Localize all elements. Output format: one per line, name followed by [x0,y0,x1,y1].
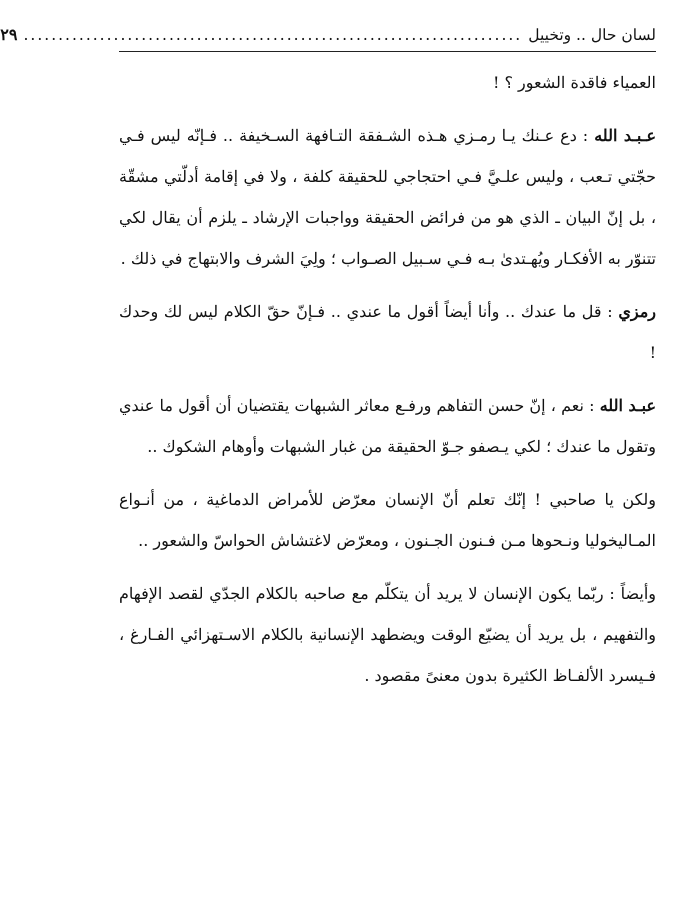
speaker-name: عبـد الله [599,396,657,415]
dialogue-paragraph [119,291,656,373]
paragraph [119,573,656,696]
paragraph [119,479,656,561]
paragraph-text: : قل ما عندك .. وأنا أيضاً أقول ما عندي .. فـإنّ حقّ الكلام ليس لك وحدك ! [119,302,656,362]
paragraph-text: : دع عـنك يـا رمـزي هـذه الشـفقة التـافهة السـخيفة .. فـإنّه ليس فـي حجّتي تـعب ، وليس علـيَّ فـي احتجاجي للحقيقة كلفة ، ولا في إقامة أدلّتي مشقّة ، بل إنّ البيان ـ الذي هو من فرائض الحقيقة وواجبات الإرشاد ـ يلزم أن يقال لكي تتنوّر به الأفكـار ويُهـتدىٰ بـه فـي سـبيل الصـواب ؛ ولِيَ الشرف والابتهاج في ذلك . [119,126,656,268]
header-rule [119,51,656,52]
paragraph-text: ولكن يا صاحبي ! إنّك تعلم أنّ الإنسان معرّض للأمراض الدماغية ، من أنـواع المـاليخوليا ونـحوها مـن فـنون الجـنون ، ومعرّض لاغتشاش الحواسّ والشعور .. [119,490,656,550]
paragraph-text: العمياء فاقدة الشعور ؟ ! [492,73,656,92]
speaker-name: عـبـد الله [594,126,656,145]
running-header [0,24,656,48]
paragraph-text: وأيضاً : ربّما يكون الإنسان لا يريد أن يتكلّم مع صاحبه بالكلام الجدّي لقصد الإفهام والتفهيم ، بل يريد أن يضيّع الوقت ويضطهد الإنسانية بالكلام الاسـتهزائي الفـارغ ، فـيسرد الألفـاظ الكثيرة بدون معنىً مقصود . [119,584,656,685]
dialogue-paragraph [119,115,656,279]
book-page [0,24,657,696]
page-number: ٢٩ [0,25,18,44]
leader-dots: ........................................................................ [23,26,523,44]
running-header-title: لسان حال .. وتخييل [528,26,656,44]
speaker-name: رمزي [618,302,656,321]
paragraph-text: : نعم ، إنّ حسن التفاهم ورفـع معاثر الشبهات يقتضيان أن أقول ما عندي وتقول ما عندك ؛ لكي يـصفو جـوّ الحقيقة من غبار الشبهات وأوهام الشكوك .. [119,396,656,456]
dialogue-paragraph [119,385,656,467]
paragraph [119,62,656,103]
